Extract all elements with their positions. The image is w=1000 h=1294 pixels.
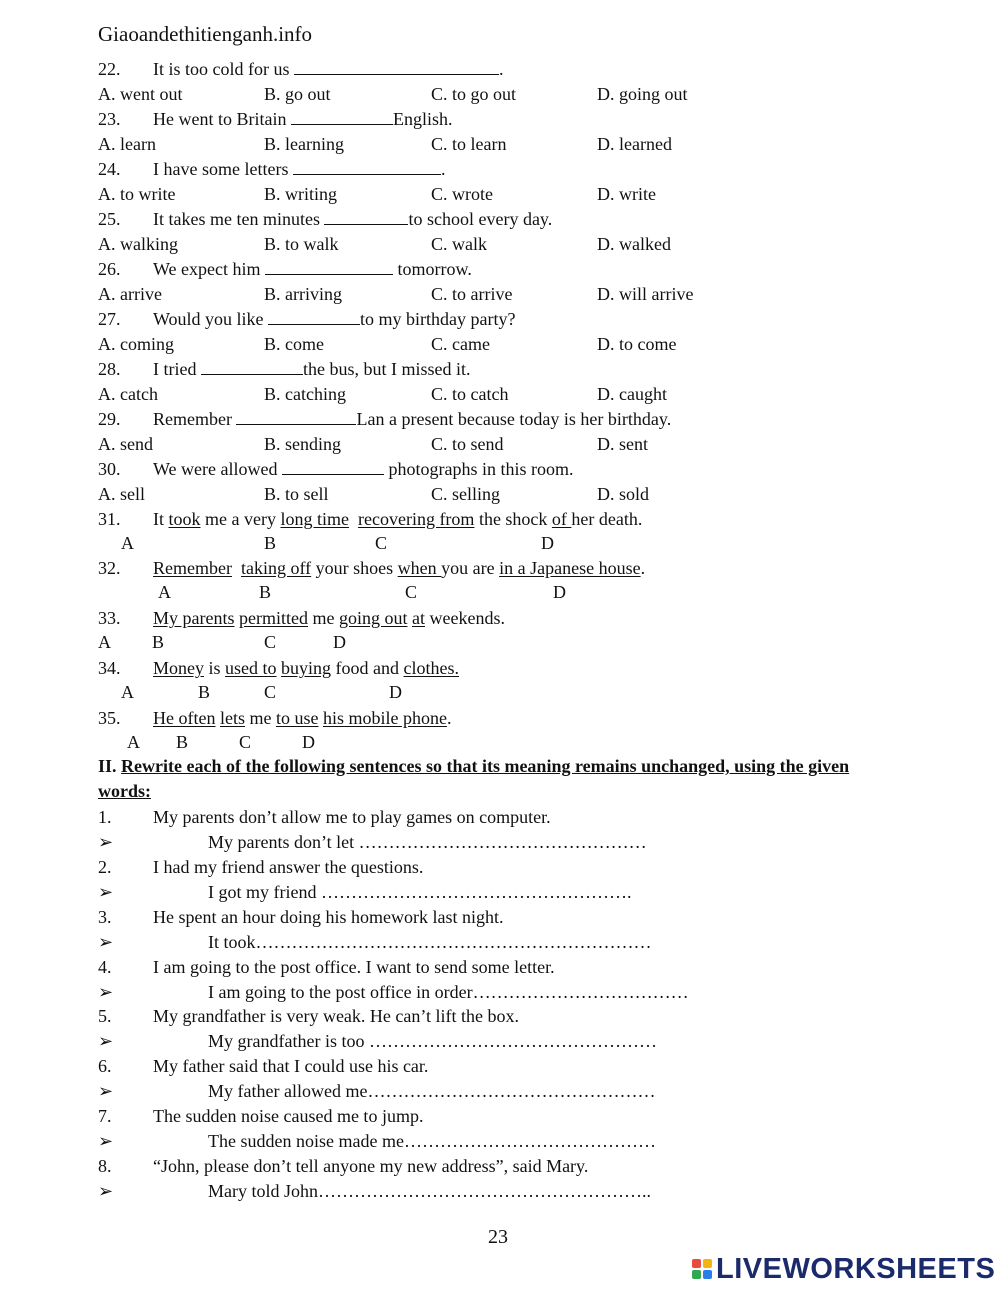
- letter-d: D: [389, 682, 402, 702]
- question-number: 23.: [98, 109, 121, 129]
- underlined-part-b[interactable]: long time: [280, 509, 349, 529]
- underlined-part-a[interactable]: He often: [153, 708, 216, 728]
- letter-c: C: [239, 732, 252, 752]
- rewrite-answer-6[interactable]: ➢ My father allowed me…………………………………………: [98, 1081, 656, 1101]
- question-34: 34. Money is used to buying food and clothes.: [98, 658, 460, 678]
- rewrite-sentence-1: 1. My parents don’t allow me to play games on computer.: [98, 807, 551, 827]
- underlined-part-d[interactable]: of: [551, 509, 572, 529]
- option-b[interactable]: B. catching: [264, 384, 346, 404]
- answer-blank[interactable]: [294, 58, 499, 75]
- option-d[interactable]: D. to come: [597, 334, 677, 354]
- option-c[interactable]: C. selling: [431, 484, 501, 504]
- question-number: 34.: [98, 658, 121, 678]
- option-b[interactable]: B. go out: [264, 84, 331, 104]
- question-30: 30. We were allowed photographs in this room.: [98, 459, 574, 479]
- question-28: 28. I tried the bus, but I missed it.: [98, 359, 471, 379]
- logo-text: LIVEWORKSHEETS: [716, 1252, 996, 1285]
- option-b[interactable]: B. come: [264, 334, 324, 354]
- answer-blank[interactable]: [236, 408, 356, 425]
- letter-b: B: [264, 533, 277, 553]
- rewrite-answer-1[interactable]: ➢ My parents don’t let …………………………………………: [98, 832, 647, 852]
- letter-a: A: [121, 682, 134, 702]
- letter-d: D: [553, 582, 566, 602]
- logo-square-red: [692, 1259, 701, 1268]
- underlined-part-b[interactable]: permitted: [238, 608, 308, 628]
- question-number: 35.: [98, 708, 121, 728]
- answer-blank[interactable]: [291, 108, 393, 125]
- option-a[interactable]: A. went out: [98, 84, 183, 104]
- rewrite-sentence-6: 6. My father said that I could use his car.: [98, 1056, 429, 1076]
- option-c[interactable]: C. to go out: [431, 84, 517, 104]
- rewrite-answer-4[interactable]: ➢ I am going to the post office in order………………………………: [98, 982, 689, 1002]
- arrow-bullet-icon: ➢: [98, 1181, 114, 1201]
- answer-blank[interactable]: [201, 358, 303, 375]
- option-a[interactable]: A. coming: [98, 334, 174, 354]
- question-23: 23. He went to Britain English.: [98, 109, 453, 129]
- option-c[interactable]: C. walk: [431, 234, 487, 254]
- letter-a: A: [121, 533, 134, 553]
- letter-c: C: [264, 682, 277, 702]
- underlined-part-a[interactable]: took: [168, 509, 201, 529]
- underlined-part-d[interactable]: at: [411, 608, 425, 628]
- underlined-part-d[interactable]: his mobile phone: [322, 708, 447, 728]
- question-33: 33. My parents permitted me going out at weekends.: [98, 608, 505, 628]
- letter-c: C: [375, 533, 388, 553]
- option-d[interactable]: D. caught: [597, 384, 667, 404]
- answer-blank[interactable]: [293, 158, 441, 175]
- letter-a: A: [158, 582, 171, 602]
- rewrite-sentence-5: 5. My grandfather is very weak. He can’t lift the box.: [98, 1006, 520, 1026]
- option-d[interactable]: D. sold: [597, 484, 650, 504]
- question-number: 22.: [98, 59, 121, 79]
- logo-square-green: [692, 1270, 701, 1279]
- option-d[interactable]: D. write: [597, 184, 656, 204]
- rewrite-answer-3[interactable]: ➢ It took…………………………………………………………: [98, 932, 652, 952]
- question-number: 30.: [98, 459, 121, 479]
- letter-d: D: [333, 632, 346, 652]
- underlined-part-c[interactable]: buying: [281, 658, 332, 678]
- rewrite-sentence-4: 4. I am going to the post office. I want to send some letter.: [98, 957, 555, 977]
- option-d[interactable]: D. learned: [597, 134, 672, 154]
- question-27: 27. Would you like to my birthday party?: [98, 309, 516, 329]
- underlined-part-c[interactable]: recovering from: [357, 509, 475, 529]
- underlined-part-d[interactable]: in a Japanese house: [499, 558, 641, 578]
- answer-blank[interactable]: [324, 208, 408, 225]
- section-2-heading: II. Rewrite each of the following sentences so that its meaning remains unchanged, using the given words:: [98, 756, 850, 801]
- underlined-part-a[interactable]: My parents: [153, 608, 235, 628]
- question-24: 24. I have some letters .: [98, 159, 446, 179]
- option-b[interactable]: B. arriving: [264, 284, 342, 304]
- rewrite-answer-5[interactable]: ➢ My grandfather is too …………………………………………: [98, 1031, 657, 1051]
- question-35: 35. He often lets me to use his mobile phone.: [98, 708, 452, 728]
- arrow-bullet-icon: ➢: [98, 832, 114, 852]
- logo-square-yellow: [703, 1259, 712, 1268]
- question-31: 31. It took me a very long time recovering from the shock of her death.: [98, 509, 643, 529]
- option-c[interactable]: C. wrote: [431, 184, 493, 204]
- question-number: 32.: [98, 558, 121, 578]
- option-c[interactable]: C. to arrive: [431, 284, 513, 304]
- question-number: 27.: [98, 309, 121, 329]
- letter-b: B: [259, 582, 272, 602]
- answer-blank[interactable]: [265, 258, 393, 275]
- rewrite-sentence-8: 8. “John, please don’t tell anyone my new address”, said Mary.: [98, 1156, 589, 1176]
- section-2-title: Rewrite each of the following sentences so that its meaning remains unchanged, using the given words:: [98, 756, 850, 801]
- option-a[interactable]: A. walking: [98, 234, 178, 254]
- option-b[interactable]: B. to walk: [264, 234, 339, 254]
- letter-c: C: [405, 582, 418, 602]
- option-d[interactable]: D. going out: [597, 84, 688, 104]
- underlined-part-b[interactable]: used to: [225, 658, 277, 678]
- letter-a: A: [98, 632, 111, 652]
- arrow-bullet-icon: ➢: [98, 982, 114, 1002]
- rewrite-sentence-2: 2. I had my friend answer the questions.: [98, 857, 424, 877]
- question-number: 29.: [98, 409, 121, 429]
- underlined-part-a[interactable]: Remember: [153, 558, 232, 578]
- question-number: 28.: [98, 359, 121, 379]
- option-c[interactable]: C. to learn: [431, 134, 507, 154]
- underlined-part-b[interactable]: lets: [219, 708, 245, 728]
- answer-blank[interactable]: [268, 308, 360, 325]
- question-25: 25. It takes me ten minutes to school every day.: [98, 209, 553, 229]
- logo-square-blue: [703, 1270, 712, 1279]
- option-b[interactable]: B. to sell: [264, 484, 329, 504]
- arrow-bullet-icon: ➢: [98, 932, 114, 952]
- option-b[interactable]: B. learning: [264, 134, 344, 154]
- letter-a: A: [127, 732, 140, 752]
- underlined-part-c[interactable]: to use: [275, 708, 319, 728]
- option-a[interactable]: A. catch: [98, 384, 158, 404]
- option-a[interactable]: A. send: [98, 434, 153, 454]
- liveworksheets-logo[interactable]: [692, 1254, 995, 1284]
- option-c[interactable]: C. came: [431, 334, 490, 354]
- question-number: 25.: [98, 209, 121, 229]
- option-c[interactable]: C. to send: [431, 434, 504, 454]
- option-a[interactable]: A. learn: [98, 134, 156, 154]
- letter-b: B: [198, 682, 211, 702]
- option-b[interactable]: B. sending: [264, 434, 342, 454]
- question-number: 26.: [98, 259, 121, 279]
- site-header: Giaoandethitienganh.info: [98, 22, 313, 46]
- option-d[interactable]: D. sent: [597, 434, 648, 454]
- question-32: 32. Remember taking off your shoes when you are in a Japanese house.: [98, 558, 646, 578]
- underlined-part-c[interactable]: when: [397, 558, 442, 578]
- question-number: 24.: [98, 159, 121, 179]
- question-26: 26. We expect him tomorrow.: [98, 259, 472, 279]
- letter-c: C: [264, 632, 277, 652]
- rewrite-answer-7[interactable]: ➢ The sudden noise made me……………………………………: [98, 1131, 656, 1151]
- question-number: 31.: [98, 509, 121, 529]
- question-number: 33.: [98, 608, 121, 628]
- question-29: 29. Remember Lan a present because today is her birthday.: [98, 409, 672, 429]
- rewrite-sentence-3: 3. He spent an hour doing his homework last night.: [98, 907, 504, 927]
- option-d[interactable]: D. walked: [597, 234, 671, 254]
- option-a[interactable]: A. arrive: [98, 284, 162, 304]
- option-a[interactable]: A. sell: [98, 484, 145, 504]
- underlined-part-a[interactable]: Money: [153, 658, 204, 678]
- option-b[interactable]: B. writing: [264, 184, 338, 204]
- arrow-bullet-icon: ➢: [98, 1081, 114, 1101]
- rewrite-sentence-7: 7. The sudden noise caused me to jump.: [98, 1106, 424, 1126]
- letter-b: B: [152, 632, 165, 652]
- rewrite-answer-8[interactable]: ➢ Mary told John………………………………………………..: [98, 1181, 651, 1201]
- option-d[interactable]: D. will arrive: [597, 284, 694, 304]
- underlined-part-c[interactable]: going out: [338, 608, 408, 628]
- option-a[interactable]: A. to write: [98, 184, 176, 204]
- underlined-part-d[interactable]: clothes.: [403, 658, 460, 678]
- underlined-part-b[interactable]: taking off: [240, 558, 312, 578]
- arrow-bullet-icon: ➢: [98, 1131, 114, 1151]
- question-22: 22. It is too cold for us .: [98, 59, 504, 79]
- page-number: 23: [488, 1226, 508, 1248]
- option-c[interactable]: C. to catch: [431, 384, 509, 404]
- arrow-bullet-icon: ➢: [98, 882, 114, 902]
- liveworksheets-logo-icon: [692, 1259, 712, 1279]
- letter-d: D: [302, 732, 315, 752]
- letter-d: D: [541, 533, 554, 553]
- answer-blank[interactable]: [282, 458, 384, 475]
- rewrite-answer-2[interactable]: ➢ I got my friend …………………………………………….: [98, 882, 632, 902]
- arrow-bullet-icon: ➢: [98, 1031, 114, 1051]
- letter-b: B: [176, 732, 189, 752]
